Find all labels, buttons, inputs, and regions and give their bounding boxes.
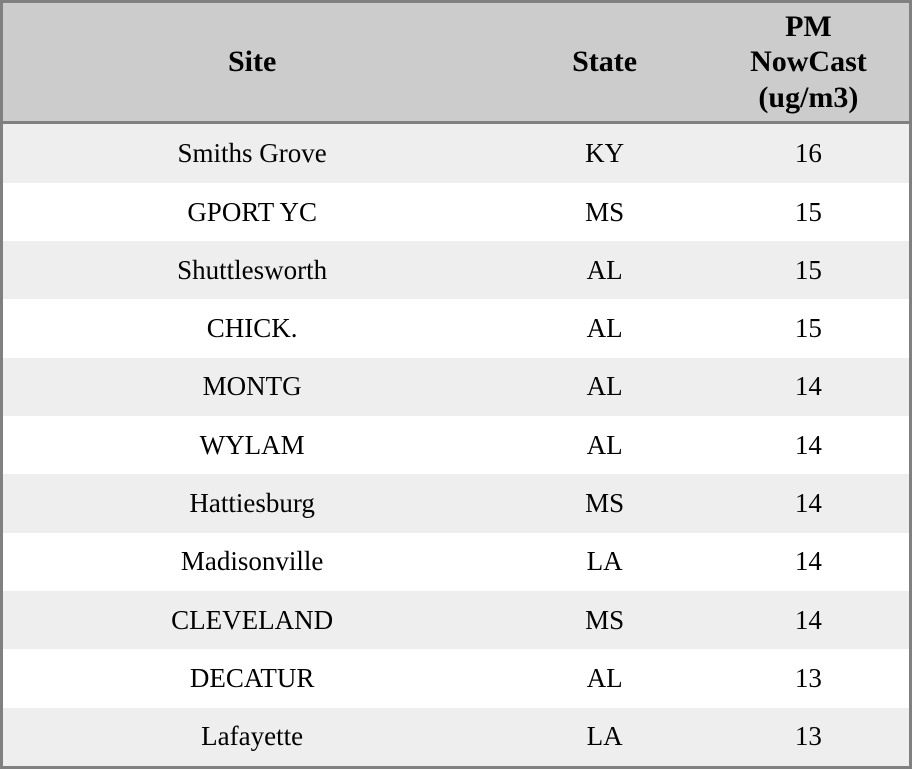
table-row xyxy=(3,591,909,649)
cell-site: DECATUR xyxy=(3,649,501,707)
table-row xyxy=(3,533,909,591)
cell-site: WYLAM xyxy=(3,416,501,474)
cell-state: MS xyxy=(501,591,708,649)
cell-site: Hattiesburg xyxy=(3,474,501,532)
table-row xyxy=(3,649,909,707)
table-header xyxy=(3,3,909,123)
cell-state: KY xyxy=(501,123,708,183)
cell-site: MONTG xyxy=(3,358,501,416)
cell-site: Lafayette xyxy=(3,708,501,766)
table-row xyxy=(3,358,909,416)
column-header-pm-nowcast-line3: (ug/m3) xyxy=(758,80,859,114)
cell-state: MS xyxy=(501,474,708,532)
cell-site: Shuttlesworth xyxy=(3,241,501,299)
cell-state: AL xyxy=(501,649,708,707)
cell-pm-nowcast: 15 xyxy=(708,183,909,241)
table-row xyxy=(3,183,909,241)
pm-nowcast-table xyxy=(3,3,909,766)
table-row xyxy=(3,123,909,183)
column-header-pm-nowcast-line2: NowCast xyxy=(750,45,867,79)
cell-state: LA xyxy=(501,708,708,766)
cell-pm-nowcast: 14 xyxy=(708,533,909,591)
cell-state: AL xyxy=(501,241,708,299)
cell-site: CHICK. xyxy=(3,299,501,357)
cell-pm-nowcast: 15 xyxy=(708,241,909,299)
cell-state: AL xyxy=(501,358,708,416)
table-row xyxy=(3,299,909,357)
cell-state: AL xyxy=(501,416,708,474)
cell-state: AL xyxy=(501,299,708,357)
table-row xyxy=(3,474,909,532)
cell-pm-nowcast: 14 xyxy=(708,474,909,532)
cell-pm-nowcast: 13 xyxy=(708,708,909,766)
table-row xyxy=(3,708,909,766)
cell-state: MS xyxy=(501,183,708,241)
table-row xyxy=(3,241,909,299)
cell-pm-nowcast: 16 xyxy=(708,123,909,183)
table-row xyxy=(3,416,909,474)
column-header-pm-nowcast xyxy=(708,3,909,123)
cell-site: CLEVELAND xyxy=(3,591,501,649)
table-body xyxy=(3,123,909,766)
cell-pm-nowcast: 14 xyxy=(708,358,909,416)
cell-state: LA xyxy=(501,533,708,591)
column-header-site: Site xyxy=(3,3,501,123)
cell-pm-nowcast: 14 xyxy=(708,416,909,474)
cell-pm-nowcast: 15 xyxy=(708,299,909,357)
cell-site: GPORT YC xyxy=(3,183,501,241)
cell-pm-nowcast: 13 xyxy=(708,649,909,707)
cell-site: Smiths Grove xyxy=(3,123,501,183)
cell-pm-nowcast: 14 xyxy=(708,591,909,649)
column-header-pm-nowcast-line1: PM xyxy=(785,10,832,43)
column-header-state: State xyxy=(501,3,708,123)
table-header-row xyxy=(3,3,909,123)
cell-site: Madisonville xyxy=(3,533,501,591)
